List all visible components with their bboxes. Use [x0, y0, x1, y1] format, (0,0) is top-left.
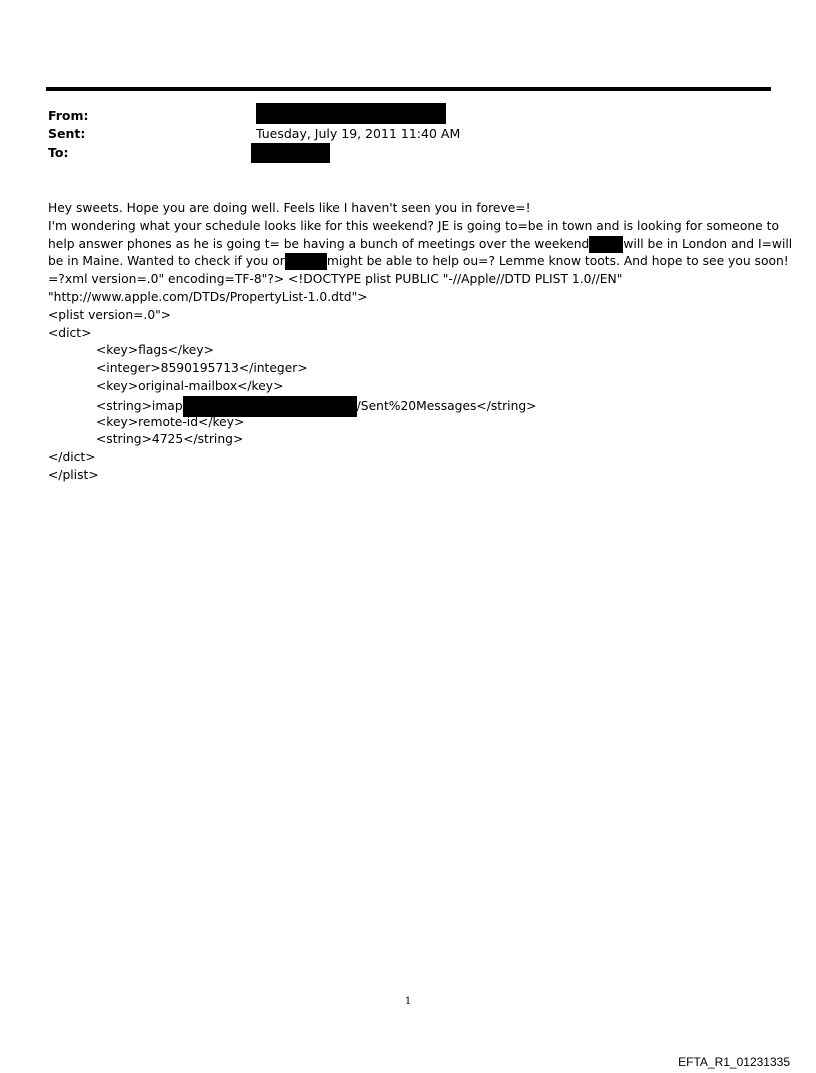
body-line [48, 253, 789, 271]
body-line: <key>original-mailbox</key> [96, 378, 284, 393]
body-text-segment: will be in London and I=will [623, 236, 793, 251]
body-line [48, 236, 793, 254]
redaction-box [589, 236, 623, 253]
body-line [48, 396, 778, 414]
body-line: <dict> [48, 325, 92, 340]
body-line: <string>4725</string> [96, 432, 244, 447]
sent-value: Tuesday, July 19, 2011 11:40 AM [256, 126, 461, 141]
body-line: <integer>8590195713</integer> [96, 361, 308, 376]
from-label: From: [48, 108, 89, 123]
body-line: </dict> [48, 450, 96, 465]
message-body [48, 200, 793, 485]
from-value [256, 103, 446, 124]
body-text-segment: help answer phones as he is going t= be having a bunch of meetings over the weekend [48, 236, 590, 251]
redaction-box [251, 143, 330, 163]
body-line: Hey sweets. Hope you are doing well. Feels like I haven't seen you in foreve=! [48, 201, 531, 215]
to-label: To: [48, 145, 69, 160]
body-line: <key>remote-id</key> [96, 414, 245, 429]
body-line: <plist version=.0"> [48, 307, 172, 322]
body-text-segment: might be able to help ou=? Lemme know toots. And hope to see you soon! [326, 254, 789, 269]
redaction-box [285, 253, 327, 270]
page-number: 1 [404, 996, 412, 1007]
body-text-segment: be in Maine. Wanted to check if you or [48, 254, 285, 269]
body-text-segment: <string>imap [96, 398, 183, 413]
body-line: </plist> [48, 467, 99, 482]
header-rule [46, 87, 771, 91]
redaction-box [256, 103, 446, 124]
body-line: =?xml version=.0" encoding=TF-8"?> <!DOCTYPE plist PUBLIC "-//Apple//DTD PLIST 1.0//EN" [48, 272, 623, 287]
body-line: <key>flags</key> [96, 343, 214, 358]
to-value [251, 143, 330, 163]
document-id: EFTA_R1_01231335 [678, 1055, 790, 1069]
body-line: I'm wondering what your schedule looks like for this weekend? JE is going to=be in town and is looking for someone to [48, 218, 779, 233]
body-line: "http://www.apple.com/DTDs/PropertyList-1.0.dtd"> [48, 289, 368, 304]
body-text-segment: /Sent%20Messages</string> [356, 398, 537, 413]
sent-label: Sent: [48, 126, 86, 141]
